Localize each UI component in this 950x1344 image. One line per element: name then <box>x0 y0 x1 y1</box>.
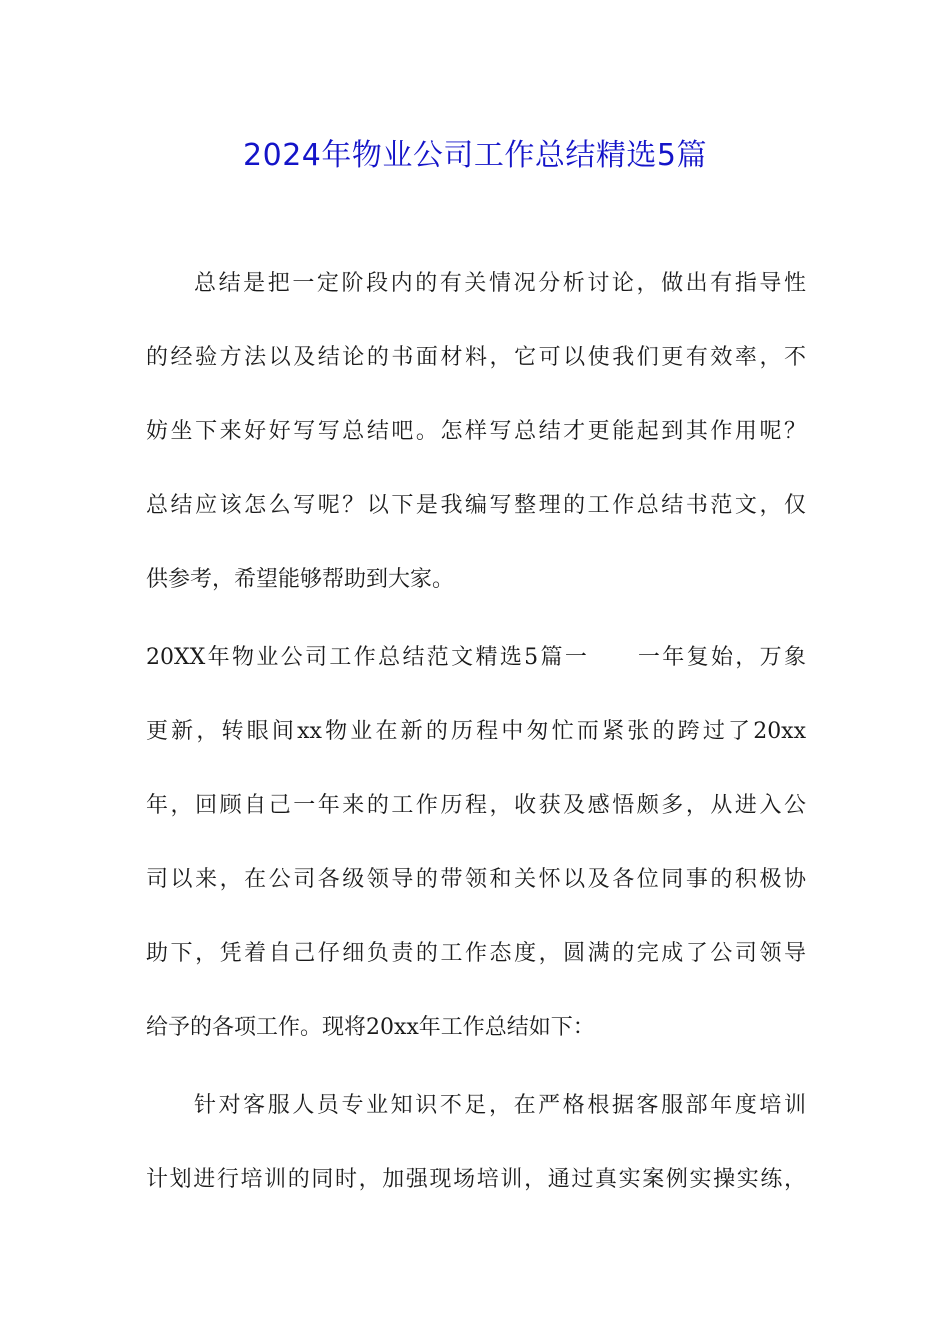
body-line: 助下，凭着自己仔细负责的工作态度，圆满的完成了公司领导 <box>146 941 806 966</box>
body-line: 总结是把一定阶段内的有关情况分析讨论，做出有指导性 <box>194 271 806 296</box>
body-line: 针对客服人员专业知识不足，在严格根据客服部年度培训 <box>194 1093 806 1118</box>
body-line: 供参考，希望能够帮助到大家。 <box>146 567 455 592</box>
body-line: 司以来，在公司各级领导的带领和关怀以及各位同事的积极协 <box>146 867 806 892</box>
body-line: 妨坐下来好好写写总结吧。怎样写总结才更能起到其作用呢？ <box>146 419 806 444</box>
body-line: 20XX年物业公司工作总结范文精选5篇一 一年复始，万象 <box>146 645 806 670</box>
body-line: 年，回顾自己一年来的工作历程，收获及感悟颇多，从进入公 <box>146 793 806 818</box>
body-line: 计划进行培训的同时，加强现场培训，通过真实案例实操实练， <box>146 1167 806 1192</box>
body-line: 的经验方法以及结论的书面材料，它可以使我们更有效率，不 <box>146 345 806 370</box>
document-title: 2024年物业公司工作总结精选5篇 <box>243 138 707 173</box>
body-line: 总结应该怎么写呢？以下是我编写整理的工作总结书范文，仅 <box>146 493 806 518</box>
body-line: 更新，转眼间xx物业在新的历程中匆忙而紧张的跨过了20xx <box>146 719 806 744</box>
body-line: 给予的各项工作。现将20xx年工作总结如下： <box>146 1015 595 1040</box>
